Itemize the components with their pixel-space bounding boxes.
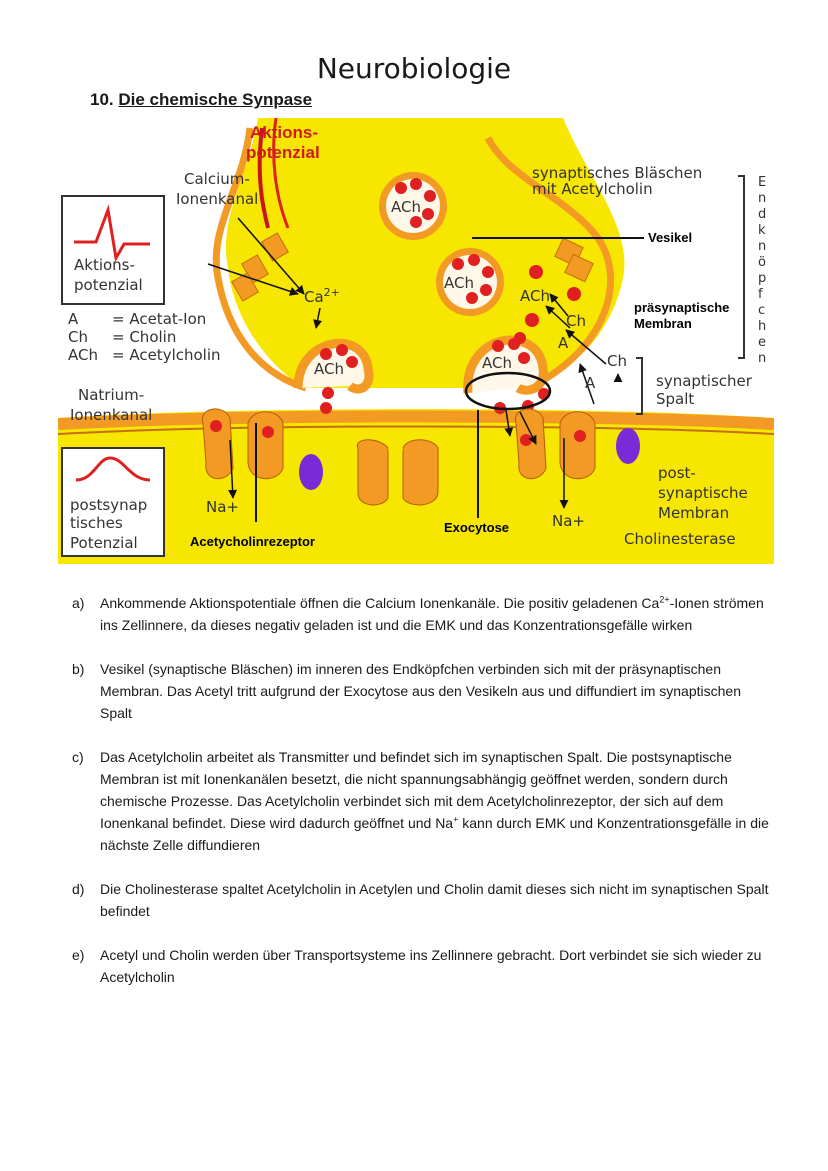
item-text: Die Cholinesterase spaltet Acetylcholin in Acetylen und Cholin damit dieses sich nicht im synaptischen Spalt befindet (100, 881, 769, 919)
synaptic-cleft-label-1: synaptischer (656, 372, 752, 390)
list-item (72, 592, 772, 636)
answer-list (72, 592, 772, 1010)
item-marker: c) (72, 749, 84, 765)
synaptic-vesicle-label-2: mit Acetylcholin (532, 180, 653, 198)
presynaptic-label-1: präsynaptische (634, 300, 730, 315)
legend-ach-key: ACh (68, 346, 98, 364)
item-text: Das Acetylcholin arbeitet als Transmitter und befindet sich im synaptischen Spalt. Die postsynaptische Membran ist mit Ionenkanälen besetzt, die nicht spannungsabhängig geöffnet werden, sondern durch chemische Prozesse. Das Acetylcholin verbindet sich mit dem Acetylcholinrezeptor, der sich auf dem Ionenkanal befindet. Diese wird dadurch geöffnet und Na+ kann durch EMK und Konzentrationsgefälle in die nächste Zelle diffundieren (100, 749, 769, 853)
postsyn-membrane-label-2: synaptische (658, 484, 748, 502)
item-marker: b) (72, 661, 85, 677)
na-plus-right: Na+ (552, 512, 585, 530)
postsyn-membrane-label-1: post- (658, 464, 696, 482)
synapse-diagram (58, 118, 774, 564)
ach-label: ACh (520, 287, 550, 305)
ch-label-cleft: Ch (607, 352, 627, 370)
synaptic-cleft-label-2: Spalt (656, 390, 695, 408)
na-plus-left: Na+ (206, 498, 239, 516)
item-marker: e) (72, 947, 85, 963)
ap-legend-label-1: Aktions- (74, 256, 135, 274)
vesicle-ach-label: ACh (391, 198, 421, 216)
vesicle-ach-label: ACh (482, 354, 512, 372)
actionpotential-label-2: potenzial (246, 143, 320, 162)
calcium-channel-label-2: Ionenkanal (176, 190, 259, 208)
vesicle-label: Vesikel (648, 230, 693, 245)
legend-a-value: = Acetat-Ion (112, 310, 207, 328)
list-item (72, 658, 772, 724)
psp-label-2: tisches (70, 514, 123, 532)
vesicle-top (379, 172, 447, 240)
vesicle-middle (436, 248, 504, 316)
ach-receptor-label: Acetycholinrezeptor (190, 534, 315, 549)
vesicle-ach-label: ACh (444, 274, 474, 292)
a-label: A (558, 334, 569, 352)
calcium-ion-label: $Ca^{2+}$ (304, 286, 340, 306)
actionpotential-label-1: Aktions- (250, 123, 318, 142)
item-marker: a) (72, 595, 85, 611)
ap-legend-label-2: potenzial (74, 276, 143, 294)
ch-label: Ch (566, 312, 586, 330)
legend-ch-key: Ch (68, 328, 88, 346)
calcium-channel-label-1: Calcium- (184, 170, 250, 188)
list-item (72, 746, 772, 856)
item-text: Ankommende Aktionspotentiale öffnen die Calcium Ionenkanäle. Die positiv geladenen $Ca^{2+}$-Ionen strömen ins Zellinnere, da dieses negativ geladen ist und die EMK und das Konzentrationsgefälle wirken (100, 594, 764, 633)
vesicle-ach-label: ACh (314, 360, 344, 378)
exocytose-label: Exocytose (444, 520, 510, 535)
legend-ch-value: = Cholin (112, 328, 177, 346)
list-item (72, 944, 772, 988)
item-text: Acetyl und Cholin werden über Transportsysteme ins Zellinnere gebracht. Dort verbindet sie sich wieder zu Acetylcholin (100, 947, 762, 985)
legend-ach-value: = Acetylcholin (112, 346, 221, 364)
psp-label-1: postsynap (70, 496, 148, 514)
cholinesterase-enzyme (299, 454, 323, 490)
presynaptic-label-2: Membran (634, 316, 692, 331)
item-marker: d) (72, 881, 85, 897)
psp-label-3: Potenzial (70, 534, 138, 552)
a-label-cleft: A (585, 374, 596, 392)
section-title: Die chemische Synpase (118, 90, 313, 109)
list-item (72, 878, 772, 922)
cholinesterase-enzyme (616, 428, 640, 464)
synaptic-vesicle-label-1: synaptisches Bläschen (532, 164, 703, 182)
legend-a-key: A (68, 310, 79, 328)
end-bulb-label: E n d k n ö p f c h e n (758, 175, 767, 366)
section-number: 10. (90, 90, 114, 109)
sodium-channel-label-1: Natrium- (78, 386, 145, 404)
postsyn-membrane-label-3: Membran (658, 504, 730, 522)
section-heading (90, 90, 312, 110)
page-title: Neurobiologie (316, 52, 512, 85)
item-text: Vesikel (synaptische Bläschen) im inneren des Endköpfchen verbinden sich mit der präsynaptischen Membran. Das Acetyl tritt aufgrund der Exocytose aus den Vesikeln aus und diffundiert im synaptischen Spalt (100, 661, 741, 721)
cholinesterase-label: Cholinesterase (624, 530, 736, 548)
sodium-channel-label-2: Ionenkanal (70, 406, 153, 424)
